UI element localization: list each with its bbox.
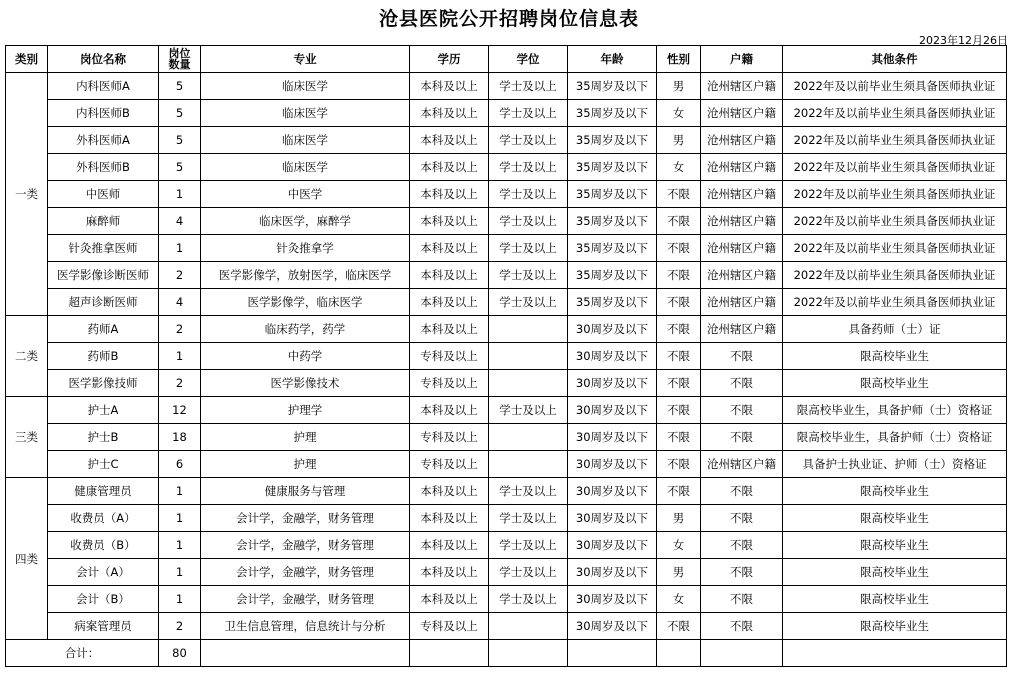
header-degree: 学位	[489, 46, 568, 73]
other-cell: 具备药师（士）证	[783, 316, 1007, 343]
header-gender: 性别	[657, 46, 701, 73]
table-row	[6, 559, 1007, 586]
table-row	[6, 424, 1007, 451]
header-education: 学历	[410, 46, 489, 73]
position-cell: 收费员（A）	[48, 505, 159, 532]
household-cell: 不限	[701, 370, 783, 397]
other-cell: 限高校毕业生	[783, 478, 1007, 505]
age-cell: 35周岁及以下	[568, 127, 657, 154]
other-cell: 限高校毕业生	[783, 343, 1007, 370]
count-cell: 4	[159, 208, 201, 235]
table-row	[6, 316, 1007, 343]
position-cell: 麻醉师	[48, 208, 159, 235]
household-cell: 不限	[701, 343, 783, 370]
position-cell: 病案管理员	[48, 613, 159, 640]
age-cell: 30周岁及以下	[568, 397, 657, 424]
major-cell: 医学影像学，临床医学	[201, 289, 410, 316]
major-cell: 护理学	[201, 397, 410, 424]
total-empty	[783, 640, 1007, 667]
position-cell: 收费员（B）	[48, 532, 159, 559]
other-cell: 限高校毕业生	[783, 505, 1007, 532]
age-cell: 35周岁及以下	[568, 181, 657, 208]
other-cell: 2022年及以前毕业生须具备医师执业证	[783, 235, 1007, 262]
other-cell: 2022年及以前毕业生须具备医师执业证	[783, 154, 1007, 181]
count-cell: 1	[159, 181, 201, 208]
date-label: 2023年12月26日	[919, 34, 1008, 47]
degree-cell	[489, 424, 568, 451]
major-cell: 卫生信息管理，信息统计与分析	[201, 613, 410, 640]
major-cell: 会计学，金融学，财务管理	[201, 532, 410, 559]
household-cell: 沧州辖区户籍	[701, 100, 783, 127]
age-cell: 30周岁及以下	[568, 559, 657, 586]
other-cell: 限高校毕业生	[783, 586, 1007, 613]
count-cell: 5	[159, 154, 201, 181]
gender-cell: 不限	[657, 181, 701, 208]
gender-cell: 不限	[657, 451, 701, 478]
count-cell: 2	[159, 262, 201, 289]
major-cell: 会计学，金融学，财务管理	[201, 559, 410, 586]
education-cell: 本科及以上	[410, 127, 489, 154]
age-cell: 30周岁及以下	[568, 478, 657, 505]
other-cell: 2022年及以前毕业生须具备医师执业证	[783, 208, 1007, 235]
age-cell: 30周岁及以下	[568, 424, 657, 451]
age-cell: 35周岁及以下	[568, 208, 657, 235]
major-cell: 护理	[201, 451, 410, 478]
household-cell: 沧州辖区户籍	[701, 73, 783, 100]
category-cell: 四类	[6, 478, 48, 640]
education-cell: 本科及以上	[410, 397, 489, 424]
gender-cell: 女	[657, 532, 701, 559]
count-cell: 5	[159, 100, 201, 127]
count-cell: 6	[159, 451, 201, 478]
degree-cell: 学士及以上	[489, 532, 568, 559]
education-cell: 本科及以上	[410, 181, 489, 208]
major-cell: 临床医学	[201, 127, 410, 154]
position-cell: 健康管理员	[48, 478, 159, 505]
education-cell: 本科及以上	[410, 289, 489, 316]
total-empty	[201, 640, 410, 667]
major-cell: 中药学	[201, 343, 410, 370]
education-cell: 专科及以上	[410, 424, 489, 451]
header-household: 户籍	[701, 46, 783, 73]
other-cell: 2022年及以前毕业生须具备医师执业证	[783, 73, 1007, 100]
household-cell: 沧州辖区户籍	[701, 181, 783, 208]
count-cell: 1	[159, 235, 201, 262]
header-count-line2: 数量	[168, 58, 191, 71]
position-cell: 护士A	[48, 397, 159, 424]
table-row	[6, 478, 1007, 505]
position-cell: 会计（A）	[48, 559, 159, 586]
position-cell: 中医师	[48, 181, 159, 208]
table-row	[6, 262, 1007, 289]
degree-cell	[489, 343, 568, 370]
table-row	[6, 235, 1007, 262]
degree-cell	[489, 370, 568, 397]
degree-cell: 学士及以上	[489, 208, 568, 235]
gender-cell: 女	[657, 100, 701, 127]
household-cell: 沧州辖区户籍	[701, 235, 783, 262]
position-cell: 药师A	[48, 316, 159, 343]
header-row	[6, 46, 1007, 73]
major-cell: 临床药学，药学	[201, 316, 410, 343]
header-position: 岗位名称	[48, 46, 159, 73]
table-body	[6, 73, 1007, 640]
position-cell: 护士C	[48, 451, 159, 478]
degree-cell: 学士及以上	[489, 100, 568, 127]
gender-cell: 不限	[657, 397, 701, 424]
household-cell: 沧州辖区户籍	[701, 262, 783, 289]
gender-cell: 不限	[657, 478, 701, 505]
total-empty	[568, 640, 657, 667]
position-cell: 护士B	[48, 424, 159, 451]
gender-cell: 男	[657, 127, 701, 154]
degree-cell	[489, 451, 568, 478]
other-cell: 限高校毕业生	[783, 370, 1007, 397]
household-cell: 不限	[701, 478, 783, 505]
degree-cell: 学士及以上	[489, 235, 568, 262]
education-cell: 本科及以上	[410, 100, 489, 127]
gender-cell: 女	[657, 154, 701, 181]
age-cell: 35周岁及以下	[568, 235, 657, 262]
total-empty	[410, 640, 489, 667]
table-row	[6, 532, 1007, 559]
education-cell: 本科及以上	[410, 532, 489, 559]
other-cell: 2022年及以前毕业生须具备医师执业证	[783, 181, 1007, 208]
degree-cell	[489, 613, 568, 640]
age-cell: 30周岁及以下	[568, 370, 657, 397]
other-cell: 限高校毕业生	[783, 532, 1007, 559]
degree-cell: 学士及以上	[489, 505, 568, 532]
degree-cell: 学士及以上	[489, 262, 568, 289]
age-cell: 30周岁及以下	[568, 505, 657, 532]
table-row	[6, 370, 1007, 397]
table-row	[6, 289, 1007, 316]
header-category: 类别	[6, 46, 48, 73]
total-empty	[701, 640, 783, 667]
table-row	[6, 154, 1007, 181]
table-row	[6, 127, 1007, 154]
household-cell: 沧州辖区户籍	[701, 289, 783, 316]
major-cell: 护理	[201, 424, 410, 451]
other-cell: 限高校毕业生	[783, 559, 1007, 586]
major-cell: 会计学，金融学，财务管理	[201, 586, 410, 613]
position-cell: 医学影像诊断医师	[48, 262, 159, 289]
other-cell: 限高校毕业生	[783, 613, 1007, 640]
count-cell: 2	[159, 613, 201, 640]
count-cell: 2	[159, 316, 201, 343]
position-cell: 内科医师A	[48, 73, 159, 100]
major-cell: 中医学	[201, 181, 410, 208]
household-cell: 不限	[701, 505, 783, 532]
other-cell: 2022年及以前毕业生须具备医师执业证	[783, 262, 1007, 289]
education-cell: 本科及以上	[410, 73, 489, 100]
age-cell: 35周岁及以下	[568, 73, 657, 100]
major-cell: 临床医学，麻醉学	[201, 208, 410, 235]
recruitment-table	[5, 45, 1007, 667]
degree-cell: 学士及以上	[489, 73, 568, 100]
age-cell: 30周岁及以下	[568, 586, 657, 613]
other-cell: 2022年及以前毕业生须具备医师执业证	[783, 100, 1007, 127]
education-cell: 本科及以上	[410, 505, 489, 532]
header-major: 专业	[201, 46, 410, 73]
household-cell: 沧州辖区户籍	[701, 451, 783, 478]
household-cell: 不限	[701, 397, 783, 424]
gender-cell: 不限	[657, 316, 701, 343]
age-cell: 30周岁及以下	[568, 316, 657, 343]
education-cell: 专科及以上	[410, 451, 489, 478]
major-cell: 针灸推拿学	[201, 235, 410, 262]
count-cell: 1	[159, 532, 201, 559]
household-cell: 不限	[701, 424, 783, 451]
education-cell: 本科及以上	[410, 559, 489, 586]
count-cell: 1	[159, 478, 201, 505]
education-cell: 本科及以上	[410, 262, 489, 289]
education-cell: 本科及以上	[410, 235, 489, 262]
count-cell: 2	[159, 370, 201, 397]
degree-cell: 学士及以上	[489, 289, 568, 316]
education-cell: 本科及以上	[410, 478, 489, 505]
education-cell: 专科及以上	[410, 613, 489, 640]
age-cell: 30周岁及以下	[568, 532, 657, 559]
household-cell: 沧州辖区户籍	[701, 316, 783, 343]
count-cell: 5	[159, 73, 201, 100]
count-cell: 1	[159, 343, 201, 370]
other-cell: 2022年及以前毕业生须具备医师执业证	[783, 127, 1007, 154]
other-cell: 限高校毕业生，具备护师（士）资格证	[783, 397, 1007, 424]
table-row	[6, 451, 1007, 478]
education-cell: 本科及以上	[410, 208, 489, 235]
table-row	[6, 505, 1007, 532]
table-row	[6, 397, 1007, 424]
count-cell: 4	[159, 289, 201, 316]
household-cell: 不限	[701, 532, 783, 559]
count-cell: 1	[159, 559, 201, 586]
position-cell: 医学影像技师	[48, 370, 159, 397]
gender-cell: 不限	[657, 343, 701, 370]
gender-cell: 女	[657, 586, 701, 613]
major-cell: 临床医学	[201, 154, 410, 181]
total-empty	[489, 640, 568, 667]
table-row	[6, 73, 1007, 100]
gender-cell: 男	[657, 73, 701, 100]
age-cell: 35周岁及以下	[568, 100, 657, 127]
major-cell: 临床医学	[201, 73, 410, 100]
table-row	[6, 181, 1007, 208]
count-cell: 1	[159, 505, 201, 532]
total-label: 合计：	[6, 640, 159, 667]
header-count	[159, 46, 201, 73]
major-cell: 医学影像技术	[201, 370, 410, 397]
age-cell: 30周岁及以下	[568, 343, 657, 370]
degree-cell: 学士及以上	[489, 478, 568, 505]
count-cell: 18	[159, 424, 201, 451]
gender-cell: 不限	[657, 370, 701, 397]
table-row	[6, 613, 1007, 640]
household-cell: 不限	[701, 613, 783, 640]
position-cell: 外科医师B	[48, 154, 159, 181]
other-cell: 限高校毕业生，具备护师（士）资格证	[783, 424, 1007, 451]
major-cell: 医学影像学，放射医学，临床医学	[201, 262, 410, 289]
total-row	[6, 640, 1007, 667]
category-cell: 三类	[6, 397, 48, 478]
major-cell: 健康服务与管理	[201, 478, 410, 505]
header-age: 年龄	[568, 46, 657, 73]
table-row	[6, 100, 1007, 127]
education-cell: 本科及以上	[410, 154, 489, 181]
major-cell: 临床医学	[201, 100, 410, 127]
gender-cell: 男	[657, 559, 701, 586]
gender-cell: 不限	[657, 235, 701, 262]
header-count-line1: 岗位	[168, 47, 191, 60]
table-row	[6, 586, 1007, 613]
position-cell: 超声诊断医师	[48, 289, 159, 316]
position-cell: 外科医师A	[48, 127, 159, 154]
degree-cell: 学士及以上	[489, 181, 568, 208]
count-cell: 1	[159, 586, 201, 613]
degree-cell: 学士及以上	[489, 127, 568, 154]
household-cell: 沧州辖区户籍	[701, 127, 783, 154]
degree-cell: 学士及以上	[489, 559, 568, 586]
gender-cell: 不限	[657, 262, 701, 289]
household-cell: 不限	[701, 559, 783, 586]
category-cell: 一类	[6, 73, 48, 316]
count-cell: 5	[159, 127, 201, 154]
page-title: 沧县医院公开招聘岗位信息表	[378, 8, 639, 30]
table-row	[6, 208, 1007, 235]
education-cell: 本科及以上	[410, 586, 489, 613]
household-cell: 沧州辖区户籍	[701, 154, 783, 181]
gender-cell: 男	[657, 505, 701, 532]
age-cell: 35周岁及以下	[568, 154, 657, 181]
other-cell: 具备护士执业证、护师（士）资格证	[783, 451, 1007, 478]
education-cell: 本科及以上	[410, 316, 489, 343]
age-cell: 35周岁及以下	[568, 289, 657, 316]
degree-cell: 学士及以上	[489, 397, 568, 424]
gender-cell: 不限	[657, 424, 701, 451]
gender-cell: 不限	[657, 289, 701, 316]
category-cell: 二类	[6, 316, 48, 397]
major-cell: 会计学，金融学，财务管理	[201, 505, 410, 532]
position-cell: 会计（B）	[48, 586, 159, 613]
degree-cell: 学士及以上	[489, 154, 568, 181]
education-cell: 专科及以上	[410, 343, 489, 370]
position-cell: 针灸推拿医师	[48, 235, 159, 262]
age-cell: 30周岁及以下	[568, 613, 657, 640]
household-cell: 不限	[701, 586, 783, 613]
total-empty	[657, 640, 701, 667]
other-cell: 2022年及以前毕业生须具备医师执业证	[783, 289, 1007, 316]
age-cell: 35周岁及以下	[568, 262, 657, 289]
position-cell: 内科医师B	[48, 100, 159, 127]
degree-cell	[489, 316, 568, 343]
total-value: 80	[159, 640, 201, 667]
degree-cell: 学士及以上	[489, 586, 568, 613]
gender-cell: 不限	[657, 613, 701, 640]
household-cell: 沧州辖区户籍	[701, 208, 783, 235]
header-other: 其他条件	[783, 46, 1007, 73]
gender-cell: 不限	[657, 208, 701, 235]
count-cell: 12	[159, 397, 201, 424]
age-cell: 30周岁及以下	[568, 451, 657, 478]
position-cell: 药师B	[48, 343, 159, 370]
education-cell: 专科及以上	[410, 370, 489, 397]
table-row	[6, 343, 1007, 370]
